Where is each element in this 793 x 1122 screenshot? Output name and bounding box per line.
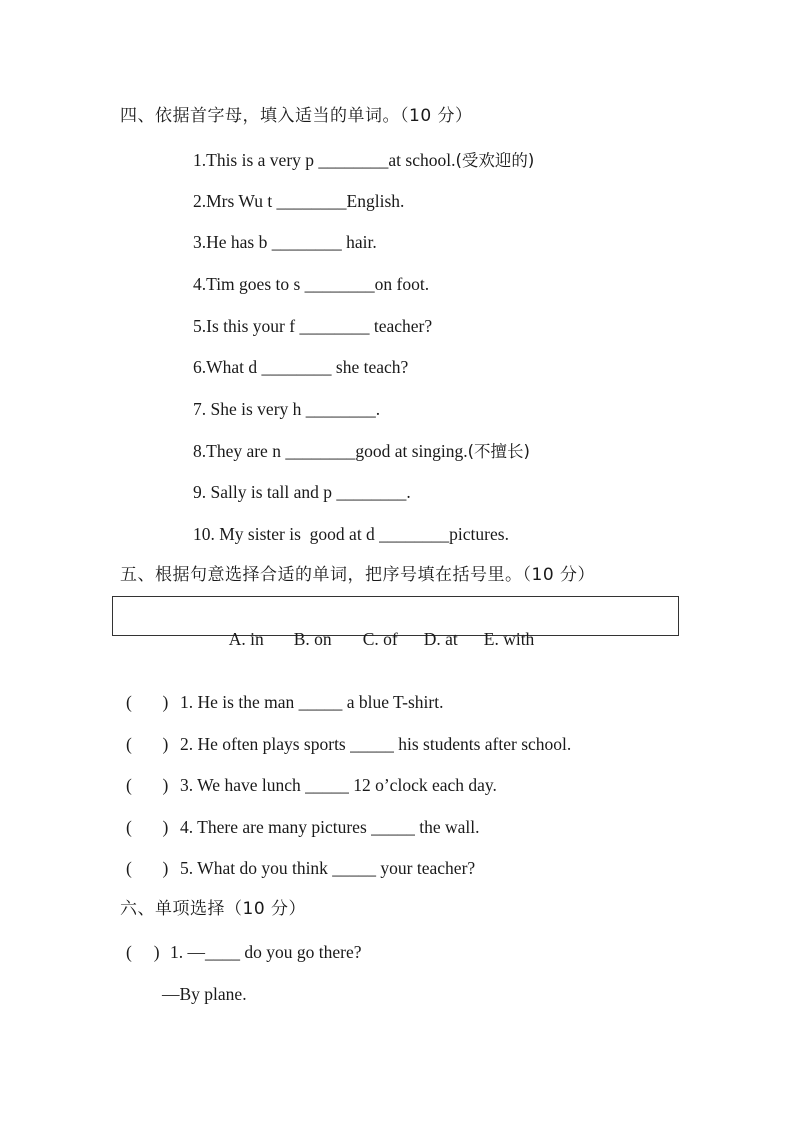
section-6-question-1: 1. —____ do you go there? [170, 942, 362, 962]
section-5-item-4: 4. There are many pictures _____ the wall. [180, 817, 480, 837]
option-e: E. with [483, 629, 535, 649]
section-5-item-2: 2. He often plays sports _____ his students after school. [180, 734, 572, 754]
section-4-item-2: 2.Mrs Wu t ________English. [193, 191, 405, 211]
section-4-item-9: 9. Sally is tall and p ________. [193, 482, 411, 502]
option-d: D. at [423, 629, 458, 649]
section-4-item-6: 6.What d ________ she teach? [193, 357, 409, 377]
section-4-heading: 四、依据首字母，填入适当的单词。（10 分） [120, 106, 473, 126]
section-6-heading: 六、单项选择（10 分） [120, 899, 307, 919]
answer-paren-2[interactable]: ( ) [126, 734, 169, 754]
item-text: 1.This is a very p ________at school. [193, 150, 456, 170]
item-hint: (受欢迎的) [455, 151, 535, 170]
section-4-item-10: 10. My sister is good at d ________pictures. [193, 524, 509, 544]
answer-paren-6[interactable]: ( ) [126, 942, 160, 962]
options-row [220, 608, 534, 650]
answer-paren-1[interactable]: ( ) [126, 692, 169, 712]
section-6-answer-1: —By plane. [162, 984, 247, 1004]
section-4-item-7: 7. She is very h ________. [193, 399, 381, 419]
option-c: C. of [362, 629, 398, 649]
answer-paren-3[interactable]: ( ) [126, 775, 169, 795]
section-5-item-5: 5. What do you think _____ your teacher? [180, 858, 476, 878]
section-5-item-3: 3. We have lunch _____ 12 o’clock each day. [180, 775, 497, 795]
section-4-item-4: 4.Tim goes to s ________on foot. [193, 274, 430, 294]
section-4-item-5: 5.Is this your f ________ teacher? [193, 316, 433, 336]
option-b: B. on [293, 629, 332, 649]
item-hint: (不擅长) [467, 442, 530, 461]
answer-paren-4[interactable]: ( ) [126, 817, 169, 837]
section-5-heading: 五、根据句意选择合适的单词，把序号填在括号里。（10 分） [120, 565, 596, 585]
answer-paren-5[interactable]: ( ) [126, 858, 169, 878]
section-4-item-3: 3.He has b ________ hair. [193, 232, 377, 252]
section-4-item-8 [193, 441, 530, 462]
item-text: 8.They are n ________good at singing. [193, 441, 468, 461]
option-a: A. in [228, 629, 264, 649]
section-4-item-1 [193, 150, 534, 171]
section-5-item-1: 1. He is the man _____ a blue T-shirt. [180, 692, 444, 712]
